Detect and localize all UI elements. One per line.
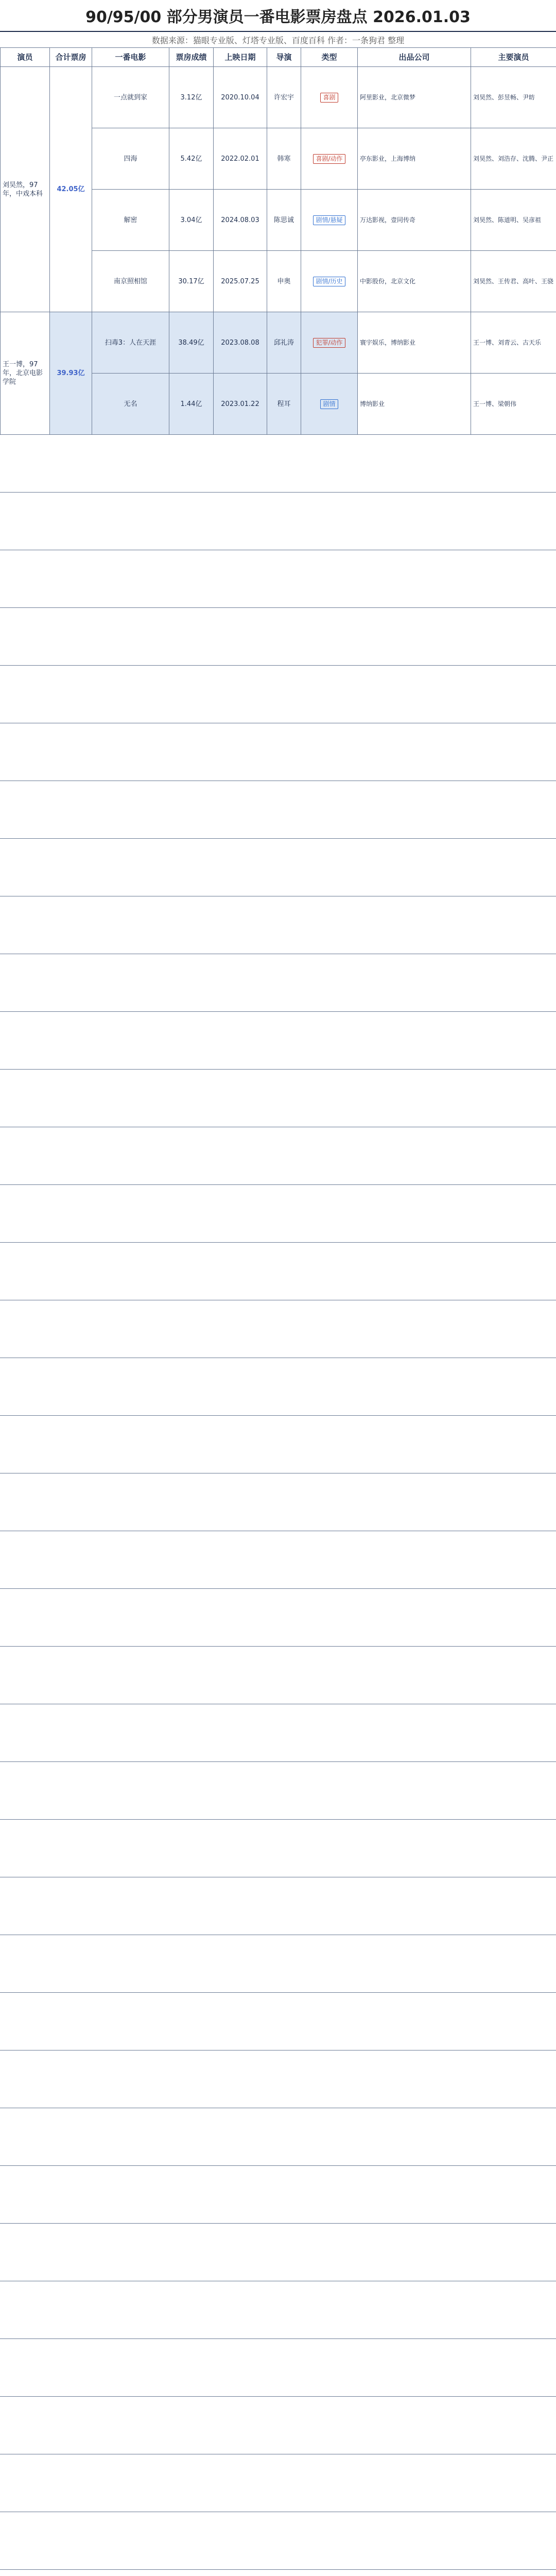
table-header-row [1, 48, 556, 67]
header-actor: 演员 [1, 48, 50, 67]
header-box: 票房成绩 [169, 48, 214, 67]
film-title: 扫毒3：人在天涯 [92, 312, 169, 374]
film-director: 申奥 [267, 251, 301, 312]
film-type: 剧情 [320, 399, 338, 409]
film-title: 四海 [92, 128, 169, 190]
film-type: 剧情/历史 [313, 277, 345, 286]
film-director: 许宏宇 [267, 67, 301, 128]
film-director: 陈思诚 [267, 190, 301, 251]
film-type: 喜剧 [320, 93, 338, 103]
film-box: 5.42亿 [169, 128, 214, 190]
header-company: 出品公司 [358, 48, 471, 67]
film-company: 万达影视，壹同传奇 [358, 190, 471, 251]
header-cast: 主要演员 [471, 48, 556, 67]
header-total: 合计票房 [50, 48, 92, 67]
film-cast: 王一博、刘青云、古天乐 [471, 312, 556, 374]
table-row [1, 67, 556, 128]
film-date: 2024.08.03 [214, 190, 267, 251]
film-date: 2022.02.01 [214, 128, 267, 190]
actor-total: 39.93亿 [50, 312, 92, 435]
film-box: 38.49亿 [169, 312, 214, 374]
film-company: 阿里影业，北京微梦 [358, 67, 471, 128]
film-title: 解密 [92, 190, 169, 251]
film-title: 无名 [92, 374, 169, 435]
box-office-table [0, 47, 556, 435]
film-box: 30.17亿 [169, 251, 214, 312]
film-cast: 王一博、梁朝伟 [471, 374, 556, 435]
film-cast: 刘昊然、陈道明、吴彦祖 [471, 190, 556, 251]
film-director: 邱礼涛 [267, 312, 301, 374]
film-company: 博纳影业 [358, 374, 471, 435]
film-date: 2025.07.25 [214, 251, 267, 312]
header-film: 一番电影 [92, 48, 169, 67]
header-type: 类型 [301, 48, 358, 67]
header-director: 导演 [267, 48, 301, 67]
film-box: 3.12亿 [169, 67, 214, 128]
film-director: 程耳 [267, 374, 301, 435]
film-date: 2020.10.04 [214, 67, 267, 128]
film-cast: 刘昊然、王传君、高叶、王骁 [471, 251, 556, 312]
film-date: 2023.01.22 [214, 374, 267, 435]
film-box: 1.44亿 [169, 374, 214, 435]
film-director: 韩寒 [267, 128, 301, 190]
film-company: 中影股份，北京文化 [358, 251, 471, 312]
actor-total: 42.05亿 [50, 67, 92, 312]
page-title: 90/95/00 部分男演员一番电影票房盘点 2026.01.03 [0, 0, 556, 32]
header-date: 上映日期 [214, 48, 267, 67]
actor-name: 刘昊然，97年，中戏本科 [1, 67, 50, 312]
film-box: 3.04亿 [169, 190, 214, 251]
film-company: 寰宇娱乐，博纳影业 [358, 312, 471, 374]
film-title: 南京照相馆 [92, 251, 169, 312]
page-subtitle: 数据来源：猫眼专业版、灯塔专业版、百度百科 作者：一条狗君 整理 [151, 35, 405, 45]
table-continuation [0, 435, 556, 2576]
film-title: 一点就到家 [92, 67, 169, 128]
film-company: 亭东影业，上海博纳 [358, 128, 471, 190]
actor-name: 王一博，97年，北京电影学院 [1, 312, 50, 435]
film-type: 喜剧/动作 [313, 154, 345, 164]
film-type: 犯罪/动作 [313, 338, 345, 348]
film-cast: 刘昊然、彭昱畅、尹昉 [471, 67, 556, 128]
film-type: 剧情/悬疑 [313, 215, 345, 225]
film-date: 2023.08.08 [214, 312, 267, 374]
table-row [1, 312, 556, 374]
film-cast: 刘昊然、刘浩存、沈腾、尹正 [471, 128, 556, 190]
